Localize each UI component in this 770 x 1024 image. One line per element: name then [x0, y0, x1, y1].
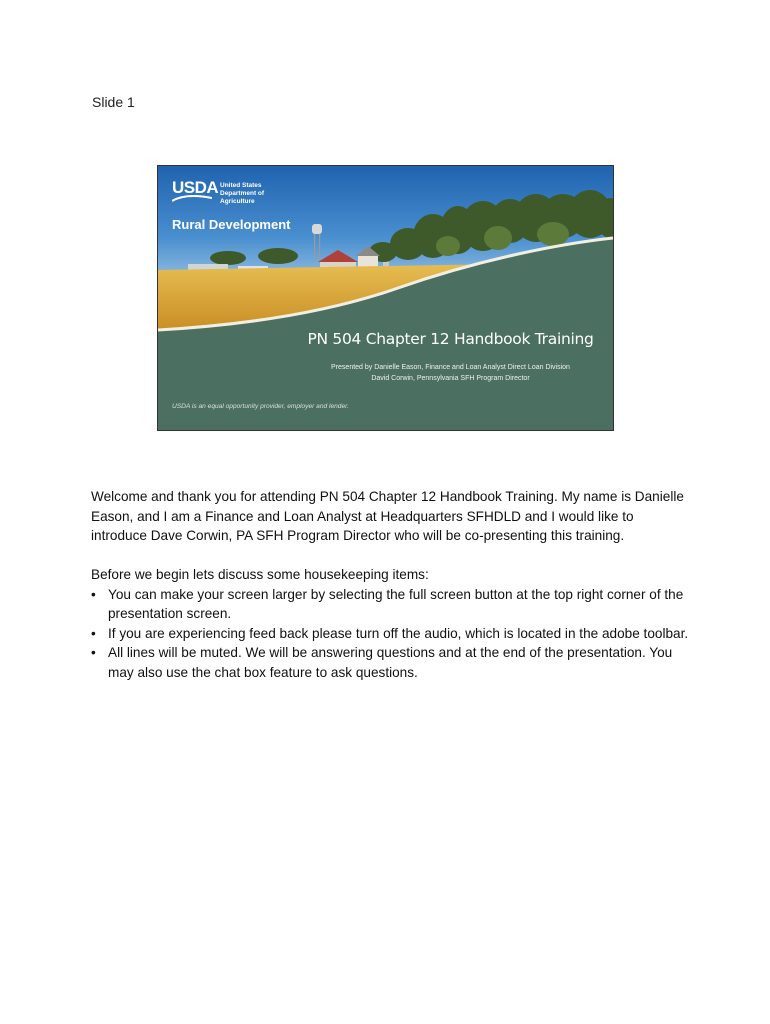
bullet-icon: •: [91, 645, 96, 660]
usda-wordmark: USDA: [172, 178, 219, 197]
bullet-icon: •: [91, 586, 96, 602]
slide-thumbnail: [157, 165, 614, 431]
speaker-notes: [91, 487, 691, 682]
bullet-icon: •: [91, 625, 96, 641]
list-item-text: If you are experiencing feed back please turn off the audio, which is located in the adobe toolbar.: [108, 625, 689, 641]
presenter-line: Presented by Danielle Eason, Finance and Loan Analyst Direct Loan Division: [331, 364, 570, 371]
agency-line-1: United States: [220, 182, 262, 189]
notes-intro: Welcome and thank you for attending PN 504 Chapter 12 Handbook Training. My name is Danielle Eason, and I am a Finance and Loan Analyst at Headquarters SFHDLD and I would like to introduce Dave Corwin, PA SFH Program Director who will be co-presenting this training.: [91, 489, 684, 543]
agency-line-2: Department of: [220, 190, 265, 197]
presenters-block: [288, 362, 613, 384]
usda-swoosh-icon: [172, 195, 212, 203]
presenter-line: David Corwin, Pennsylvania SFH Program Director: [371, 375, 530, 382]
housekeeping-heading: Before we begin lets discuss some housekeeping items:: [91, 567, 429, 582]
slide-title: PN 504 Chapter 12 Handbook Training: [307, 330, 594, 348]
slide-label: Slide 1: [92, 94, 135, 110]
list-item: [91, 624, 691, 644]
housekeeping-list: [91, 585, 691, 683]
list-item: [91, 585, 691, 624]
list-item-text: All lines will be muted. We will be answering questions and at the end of the presentation. You may also use the chat box feature to ask questions.: [108, 645, 673, 680]
list-item-text: You can make your screen larger by selecting the full screen button at the top right corner of the presentation screen.: [108, 586, 684, 621]
list-item: [91, 643, 691, 682]
eeo-statement: USDA is an equal opportunity provider, employer and lender.: [172, 403, 349, 410]
division-title: Rural Development: [172, 217, 291, 232]
agency-line-3: Agriculture: [220, 198, 255, 205]
usda-logo: [172, 179, 264, 206]
